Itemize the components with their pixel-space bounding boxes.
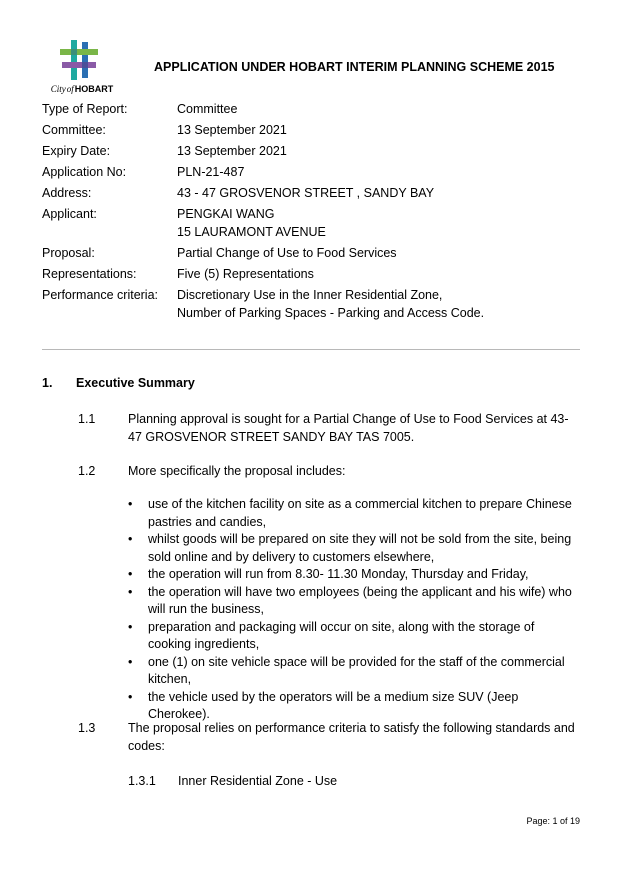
executive-summary-section <box>42 374 582 392</box>
criteria-line-1: Discretionary Use in the Inner Residential Zone, <box>177 288 443 302</box>
application-no-label: Application No: <box>42 165 127 179</box>
expiry-value: 13 September 2021 <box>177 144 287 158</box>
bullet-icon: • <box>128 689 133 704</box>
info-row-applicant <box>42 205 582 241</box>
subparagraph-number: 1.3.1 <box>128 774 156 788</box>
performance-criteria-value <box>177 286 582 322</box>
paragraph-text: More specifically the proposal includes: <box>128 464 346 478</box>
list-item: • use of the kitchen facility on site as a commercial kitchen to prepare Chinese pastries and candies, <box>128 496 580 531</box>
address-label: Address: <box>42 186 92 200</box>
type-value: Committee <box>177 102 238 116</box>
applicant-value <box>177 205 582 241</box>
proposal-bullet-list <box>128 496 580 724</box>
list-item: • whilst goods will be prepared on site they will not be sold from the site, being sold online and by delivery to customers elsewhere, <box>128 531 580 566</box>
info-row-performance-criteria <box>42 286 582 322</box>
info-row-representations <box>42 265 582 283</box>
paragraph-1-3 <box>78 720 580 755</box>
expiry-label: Expiry Date: <box>42 144 111 158</box>
bullet-icon: • <box>128 567 133 581</box>
report-info-table <box>42 100 582 325</box>
applicant-label: Applicant: <box>42 207 97 221</box>
hobart-logo-icon <box>60 40 98 80</box>
subparagraph-text: Inner Residential Zone - Use <box>178 774 338 788</box>
section-number: 1. <box>42 376 53 390</box>
city-of-hobart-logo <box>42 40 122 96</box>
page-number: Page: 1 of 19 <box>526 816 580 826</box>
paragraph-number: 1.2 <box>78 464 96 478</box>
bullet-icon: • <box>128 654 133 669</box>
bullet-icon: • <box>128 497 133 511</box>
representations-value: Five (5) Representations <box>177 267 314 281</box>
section-divider <box>42 349 580 350</box>
paragraph-number: 1.3 <box>78 721 96 735</box>
info-row-address <box>42 184 582 202</box>
paragraph-number: 1.1 <box>78 412 96 426</box>
section-title: Executive Summary <box>76 376 195 390</box>
list-item: • preparation and packaging will occur on site, along with the storage of cooking ingredients, <box>128 619 580 654</box>
subparagraph-1-3-1 <box>128 773 337 791</box>
paragraph-1-1 <box>78 411 580 446</box>
application-title: APPLICATION UNDER HOBART INTERIM PLANNING SCHEME 2015 <box>154 60 555 74</box>
section-heading <box>42 374 582 392</box>
criteria-line-2: Number of Parking Spaces - Parking and Access Code. <box>177 306 485 320</box>
list-item: • the operation will have two employees (being the applicant and his wife) who will run the business, <box>128 584 580 619</box>
bullet-icon: • <box>128 532 133 546</box>
bullet-icon: • <box>128 584 133 599</box>
list-item: • the operation will run from 8.30- 11.30 Monday, Thursday and Friday, <box>128 566 580 584</box>
info-row-type <box>42 100 582 118</box>
representations-label: Representations: <box>42 267 137 281</box>
paragraph-1-2 <box>78 463 580 481</box>
info-row-committee <box>42 121 582 139</box>
committee-value: 13 September 2021 <box>177 123 287 137</box>
proposal-value: Partial Change of Use to Food Services <box>177 246 397 260</box>
info-row-proposal <box>42 244 582 262</box>
applicant-address: 15 LAURAMONT AVENUE <box>177 225 326 239</box>
list-item: • the vehicle used by the operators will be a medium size SUV (Jeep Cherokee). <box>128 689 580 724</box>
logo-wordmark: CityofHOBART <box>50 84 114 94</box>
type-label: Type of Report: <box>42 102 128 116</box>
performance-criteria-label: Performance criteria: <box>42 288 159 302</box>
address-value: 43 - 47 GROSVENOR STREET , SANDY BAY <box>177 186 435 200</box>
bullet-icon: • <box>128 619 133 634</box>
proposal-label: Proposal: <box>42 246 95 260</box>
info-row-application-no <box>42 163 582 181</box>
applicant-name: PENGKAI WANG <box>177 207 275 221</box>
committee-label: Committee: <box>42 123 106 137</box>
info-row-expiry <box>42 142 582 160</box>
paragraph-text: Planning approval is sought for a Partial Change of Use to Food Services at 43-47 GROSVENOR STREET SANDY BAY TAS 7005. <box>128 412 569 444</box>
paragraph-text: The proposal relies on performance criteria to satisfy the following standards and codes: <box>128 721 575 753</box>
application-no-value: PLN-21-487 <box>177 165 245 179</box>
list-item: • one (1) on site vehicle space will be provided for the staff of the commercial kitchen, <box>128 654 580 689</box>
